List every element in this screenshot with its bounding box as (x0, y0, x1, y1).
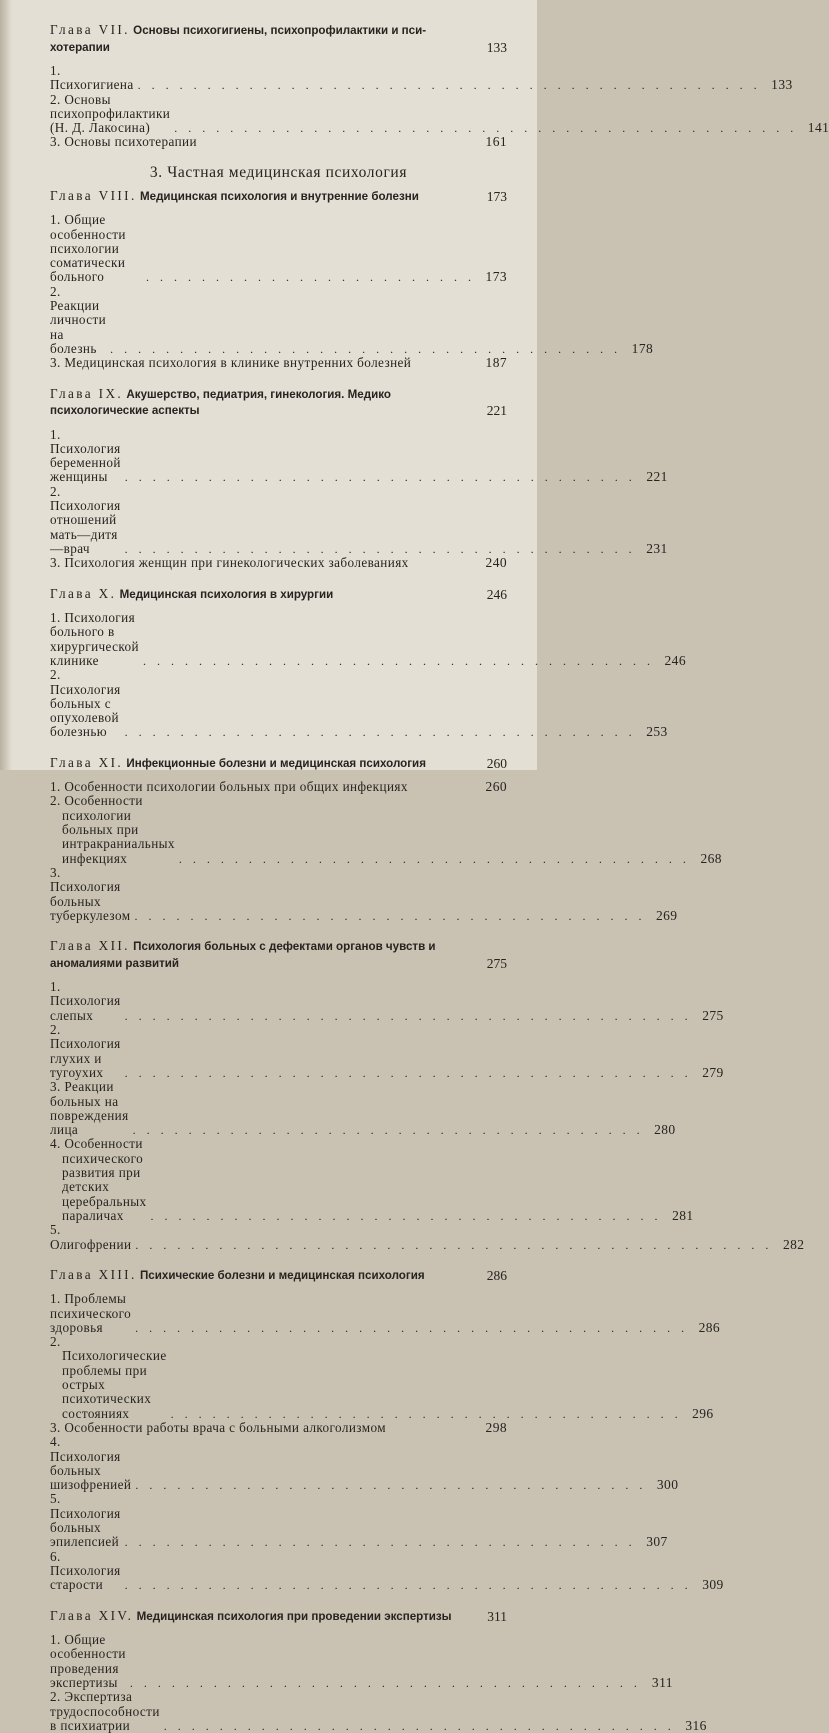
page-number: 240 (485, 555, 507, 571)
entry-title: 1. Психогигиена (50, 63, 134, 93)
page-number: 281 (672, 1207, 694, 1223)
page-number: 187 (485, 355, 507, 371)
toc-entry: 4. Особенности психического развития при детских церебральных параличах . . . . . . . . . . . . . . . . . . . . . . . . . . . . . . . . . . . . . 281 (50, 1136, 694, 1223)
chapter-heading (50, 1267, 507, 1284)
entry-title: 2. Особенности психологии больных при интракраниальных инфекциях (50, 793, 175, 866)
entry-title: 3. Медицинская психология в клинике внутренних болезней (50, 355, 412, 371)
toc-entry (50, 356, 507, 370)
toc-entry: 5. Психология больных эпилепсией . . . . . . . . . . . . . . . . . . . . . . . . . . . . . . . . . . . . . 307 (50, 1491, 668, 1550)
page-number: 178 (631, 340, 654, 356)
entry-title: 1. Общие особенности проведения экспертизы (50, 1632, 126, 1690)
entry-title: 1. Психология слепых (50, 979, 121, 1023)
toc-entry (50, 135, 507, 149)
chapter-heading (50, 22, 507, 55)
entry-title: 5. Психология больных эпилепсией (50, 1491, 121, 1550)
page-number: 316 (685, 1717, 707, 1733)
toc-entry: 1. Психология беременной женщины . . . . . . . . . . . . . . . . . . . . . . . . . . . . . . . . . . . . . 221 (50, 426, 668, 485)
chapter-title: Акушерство, педиатрия, гинекология. Медико психологические аспекты (50, 387, 391, 418)
page-number: 141 (807, 120, 829, 136)
page-number: 309 (702, 1577, 724, 1593)
toc-entry (50, 556, 507, 570)
entry-title: 2. Психологические проблемы при острых психотических состояниях (50, 1334, 167, 1421)
toc-entry: 2. Психология больных с опухолевой болезнью . . . . . . . . . . . . . . . . . . . . . . . . . . . . . . . . . . . . . 253 (50, 667, 668, 740)
page-number: 260 (485, 779, 507, 795)
toc-entry: 2. Реакции личности на болезнь . . . . . . . . . . . . . . . . . . . . . . . . . . . . . . . . . . . . . 178 (50, 283, 654, 356)
entry-title: 3. Реакции больных на повреждения лица (50, 1079, 129, 1138)
page-number: 311 (487, 1608, 507, 1624)
entry-title: 5. Олигофрении (50, 1222, 132, 1252)
entry-title: 2. Экспертиза трудоспособности в психиатрии (50, 1689, 160, 1733)
page-number: 133 (486, 39, 507, 55)
table-of-contents (50, 22, 829, 1733)
chapter-title: Медицинская психология и внутренние болезни (139, 189, 419, 203)
entry-title: 2. Психология больных с опухолевой болезнью (50, 667, 121, 740)
entry-title: 3. Основы психотерапии (50, 134, 197, 150)
page-number: 282 (782, 1236, 805, 1252)
chapter-number: Глава VIII. (50, 187, 137, 203)
chapter-heading (50, 755, 507, 772)
entry-title: 3. Психология женщин при гинекологических заболеваниях (50, 555, 409, 571)
toc-entry: 2. Особенности психологии больных при интракраниальных инфекциях . . . . . . . . . . . . . . . . . . . . . . . . . . . . . . . . . . . . . 268 (50, 793, 722, 866)
toc-entry: 5. Олигофрении . . . . . . . . . . . . . . . . . . . . . . . . . . . . . . . . . . . . . . . . . . . . . . 282 (50, 1222, 805, 1252)
chapter-title: Медицинская психология в хирургии (119, 587, 334, 601)
toc-entry: 1. Психология слепых . . . . . . . . . . . . . . . . . . . . . . . . . . . . . . . . . . . . . . . . . 275 (50, 979, 724, 1023)
page-number: 307 (646, 1534, 668, 1550)
toc-entry: 4. Психология больных шизофренией . . . . . . . . . . . . . . . . . . . . . . . . . . . . . . . . . . . . . 300 (50, 1434, 679, 1493)
chapter-title: Инфекционные болезни и медицинская психология (126, 756, 426, 770)
toc-entry: 6. Психология старости . . . . . . . . . . . . . . . . . . . . . . . . . . . . . . . . . . . . . . . . . 309 (50, 1548, 724, 1593)
page-number: 275 (486, 955, 507, 971)
chapter-number: Глава XII. (50, 938, 130, 954)
entry-title: 3. Особенности работы врача с больными алкоголизмом (50, 1419, 386, 1435)
page-number: 260 (486, 755, 507, 771)
page-number: 298 (485, 1419, 507, 1435)
chapter-title: Психические болезни и медицинская психология (139, 1268, 425, 1282)
chapter-heading (50, 938, 507, 971)
toc-entry: 1. Психология больного в хирургической клинике . . . . . . . . . . . . . . . . . . . . . . . . . . . . . . . . . . . . . 246 (50, 610, 686, 668)
part-title: 3. Частная медицинская психология (149, 163, 408, 181)
entry-title: 2. Психология отношений мать—дитя—врач (50, 483, 121, 556)
entry-title: 1. Проблемы психического здоровья (50, 1291, 132, 1335)
page-number: 173 (486, 188, 507, 204)
toc-entry: 2. Психология глухих и тугоухих . . . . . . . . . . . . . . . . . . . . . . . . . . . . . . . . . . . . . . . . . 279 (50, 1022, 724, 1080)
entry-title: 1. Общие особенности психологии соматически больного (50, 212, 126, 285)
chapter-number: Глава XIV. (50, 1607, 134, 1623)
entry-title: 2. Реакции личности на болезнь (50, 283, 107, 356)
page-number: 268 (700, 850, 722, 866)
page-number: 231 (646, 540, 668, 556)
page-number: 161 (485, 134, 507, 150)
chapter-title: Основы психогигиены, психопрофилактики и пси-хотерапии (50, 24, 427, 54)
toc-entry: 1. Психогигиена . . . . . . . . . . . . . . . . . . . . . . . . . . . . . . . . . . . . . . . . . . . . . 133 (50, 63, 793, 93)
toc-entry: 2. Основы психопрофилактики (Н. Д. Лакосина) . . . . . . . . . . . . . . . . . . . . . . . . . . . . . . . . . . . . . . . . . . . . . 141 (50, 91, 829, 136)
page-number: 280 (654, 1122, 676, 1138)
toc-entry: 1. Проблемы психического здоровья . . . . . . . . . . . . . . . . . . . . . . . . . . . . . . . . . . . . . . . . 286 (50, 1291, 721, 1335)
toc-entry (50, 780, 507, 794)
toc-entry: 2. Экспертиза трудоспособности в психиатрии . . . . . . . . . . . . . . . . . . . . . . . . . . . . . . . . . . . . . 316 (50, 1689, 707, 1733)
page-number: 296 (692, 1405, 714, 1421)
page-number: 269 (656, 907, 678, 923)
chapter-number: Глава XIII. (50, 1266, 137, 1282)
toc-entry (50, 1421, 507, 1435)
page-number: 246 (664, 652, 686, 668)
chapter-heading (50, 586, 507, 603)
chapter-heading (50, 1608, 507, 1625)
entry-title: 1. Психология больного в хирургической клинике (50, 610, 139, 668)
page-number: 311 (651, 1674, 673, 1690)
chapter-heading (50, 188, 507, 205)
page-number: 300 (656, 1477, 679, 1493)
chapter-number: Глава X. (50, 585, 117, 601)
entry-title: 2. Основы психопрофилактики (Н. Д. Лакосина) (50, 91, 171, 136)
page-number: 253 (646, 724, 668, 740)
page-number: 279 (702, 1064, 724, 1080)
toc-entry: 2. Психологические проблемы при острых психотических состояниях . . . . . . . . . . . . . . . . . . . . . . . . . . . . . . . . . . . . . 296 (50, 1334, 714, 1421)
chapter-number: Глава XI. (50, 754, 124, 770)
entry-title: 2. Психология глухих и тугоухих (50, 1022, 121, 1080)
entry-title: 3. Психология больных туберкулезом (50, 864, 131, 923)
page-number: 286 (698, 1319, 721, 1335)
toc-entry: 3. Реакции больных на повреждения лица . . . . . . . . . . . . . . . . . . . . . . . . . . . . . . . . . . . . . 280 (50, 1079, 676, 1138)
page-number: 221 (646, 469, 668, 485)
chapter-number: Глава IX. (50, 385, 124, 401)
entry-title: 1. Особенности психологии больных при общих инфекциях (50, 779, 408, 795)
chapter-title: Психология больных с дефектами органов чувств и аномалиями развитий (50, 940, 436, 970)
toc-entry: 2. Психология отношений мать—дитя—врач . . . . . . . . . . . . . . . . . . . . . . . . . . . . . . . . . . . . . 231 (50, 483, 668, 556)
page-number: 221 (486, 403, 507, 419)
entry-title: 1. Психология беременной женщины (50, 426, 121, 485)
entry-title: 4. Психология больных шизофренией (50, 1434, 132, 1493)
entry-title: 6. Психология старости (50, 1548, 121, 1593)
chapter-number: Глава VII. (50, 22, 130, 37)
entry-title: 4. Особенности психического развития при детских церебральных параличах (50, 1136, 147, 1223)
page-number: 246 (486, 586, 507, 602)
chapter-title: Медицинская психология при проведении экспертизы (136, 1609, 452, 1623)
toc-entry: 1. Общие особенности проведения экспертизы . . . . . . . . . . . . . . . . . . . . . . . . . . . . . . . . . . . . . 311 (50, 1632, 673, 1690)
page-number: 275 (702, 1007, 724, 1023)
page-number: 173 (485, 269, 507, 285)
toc-entry: 3. Психология больных туберкулезом . . . . . . . . . . . . . . . . . . . . . . . . . . . . . . . . . . . . . 269 (50, 864, 678, 923)
toc-entry: 1. Общие особенности психологии соматически больного . . . . . . . . . . . . . . . . . . . . . . . . 173 (50, 212, 507, 285)
page-number: 286 (486, 1267, 507, 1283)
chapter-heading (50, 386, 507, 419)
page-number: 133 (771, 77, 793, 93)
